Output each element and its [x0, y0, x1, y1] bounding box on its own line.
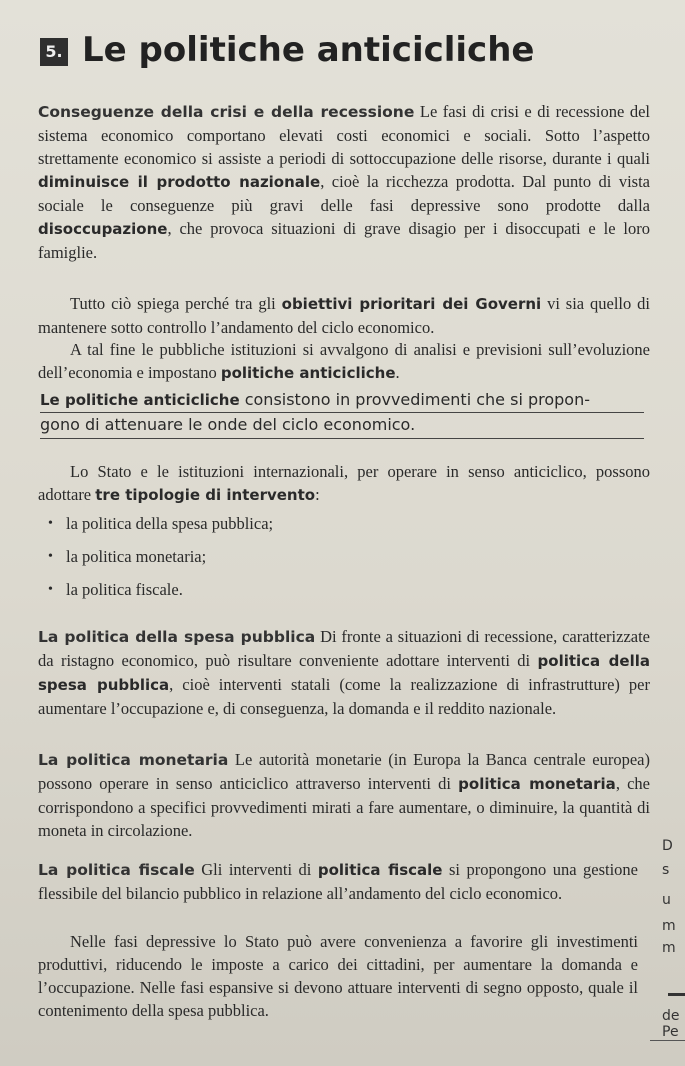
- definition-text: consistono in provvedimenti che si propon-: [239, 390, 590, 409]
- bold-term: diminuisce il prodotto nazionale: [38, 173, 321, 191]
- adjacent-page-fragment: u: [662, 892, 671, 908]
- adjacent-page-fragment: s: [662, 862, 670, 878]
- section-title: Le politiche anticicliche: [82, 30, 535, 70]
- paragraph-text: Lo Stato e le istituzioni internazionali, per operare in senso anticiclico, possono adottare: [38, 462, 650, 504]
- paragraph-text: Tutto ciò spiega perché tra gli: [70, 294, 282, 313]
- bold-term: politica della spesa pubblica: [38, 652, 650, 694]
- definition-box: [40, 388, 644, 439]
- paragraph-institutions: [38, 338, 650, 385]
- paragraph-objectives: [38, 292, 650, 339]
- bold-term: Le politiche anticicliche: [40, 391, 240, 409]
- paragraph-text: , che corrispondono a specifici provvedimenti mirati a fare aumentare, o diminuire, la quantità di moneta in circolazione.: [38, 774, 650, 840]
- adjacent-page-fragment: de: [662, 1008, 680, 1024]
- paragraph-lead: La politica della spesa pubblica: [38, 628, 316, 646]
- intervention-list: [38, 512, 650, 611]
- paragraph-text: vi sia quello di mantenere sotto controllo l’andamento del ciclo economico.: [38, 294, 650, 337]
- list-item: • la politica della spesa pubblica;: [38, 512, 650, 535]
- paragraph-text: .: [395, 363, 400, 382]
- bold-term: politica monetaria: [458, 775, 616, 793]
- adjacent-page-bar: [668, 993, 685, 996]
- section-number: 5.: [40, 38, 68, 66]
- bold-term: politica fiscale: [317, 861, 443, 879]
- paragraph-text: , cioè la ricchezza prodotta. Dal punto di vista sociale le conseguenze più gravi delle fasi depressive sono prodotte dalla: [38, 172, 650, 215]
- paragraph-text: Nelle fasi depressive lo Stato può avere convenienza a favorire gli investimenti produttivi, riducendo le imposte a carico dei cittadini, per aumentare la domanda e l’occupazione. Nelle fasi espansive si devono attuare interventi di segno opposto, quale il contenimento della spesa pubblica.: [38, 932, 638, 1020]
- paragraph-monetary-policy: [38, 748, 650, 842]
- section-heading: [40, 30, 640, 70]
- paragraph-interventions: [38, 460, 650, 507]
- adjacent-page-fragment: D: [662, 838, 673, 854]
- list-item: • la politica fiscale.: [38, 578, 650, 601]
- paragraph-lead: La politica monetaria: [38, 751, 229, 769]
- paragraph-consequences: [38, 100, 650, 264]
- paragraph-fiscal-policy: [38, 858, 638, 905]
- paragraph-lead: La politica fiscale: [38, 861, 195, 879]
- adjacent-page-fragment: m: [662, 940, 676, 956]
- paragraph-text: Le autorità monetarie (in Europa la Banca centrale europea) possono operare in senso anticiclico attraverso interventi di: [38, 750, 650, 793]
- paragraph-lead: Conseguenze della crisi e della recessione: [38, 103, 415, 121]
- paragraph-text: , che provoca situazioni di grave disagio per i disoccupati e le loro famiglie.: [38, 219, 650, 262]
- paragraph-text: , cioè interventi statali (come la realizzazione di infrastrutture) per aumentare l’occupazione e, di conseguenza, la domanda e il reddito nazionale.: [38, 675, 650, 718]
- paragraph-text: Le fasi di crisi e di recessione del sistema economico comportano elevati costi economici e sociali. Sotto l’aspetto strettamente economico si assiste a periodi di sottoccupazione delle risorse, durante i quali: [38, 102, 651, 168]
- bold-term: politiche anticicliche: [220, 364, 396, 382]
- paragraph-text: Di fronte a situazioni di recessione, caratterizzate da ristagno economico, può risultare conveniente adottare interventi di: [38, 627, 650, 670]
- list-item: • la politica monetaria;: [38, 545, 650, 568]
- paragraph-text: Gli interventi di: [194, 860, 318, 879]
- adjacent-page-fragment: Pe: [662, 1024, 679, 1040]
- paragraph-text: si propongono una gestione flessibile del bilancio pubblico in relazione all’andamento del ciclo economico.: [38, 860, 638, 903]
- paragraph-fiscal-detail: [38, 930, 638, 1022]
- bold-term: obiettivi prioritari dei Governi: [281, 295, 542, 313]
- adjacent-page-rule: [650, 1040, 685, 1041]
- adjacent-page-fragment: m: [662, 918, 676, 934]
- bold-term: disoccupazione: [38, 220, 168, 238]
- paragraph-text: A tal fine le pubbliche istituzioni si avvalgono di analisi e previsioni sull’evoluzione dell’economia e impostano: [38, 340, 650, 382]
- definition-text: gono di attenuare le onde del ciclo economico.: [40, 415, 416, 434]
- bold-term: tre tipologie di intervento: [95, 486, 316, 504]
- paragraph-public-spending: [38, 625, 650, 720]
- paragraph-text: :: [315, 485, 320, 504]
